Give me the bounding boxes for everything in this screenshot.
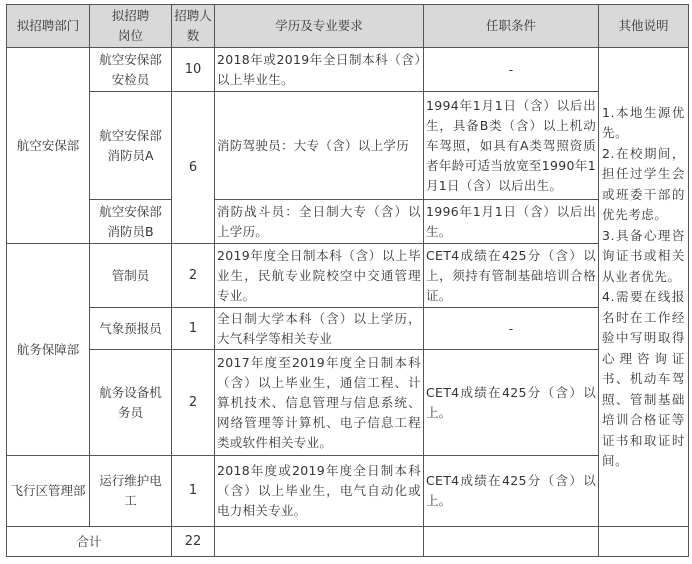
position-cell: 运行维护电 工 bbox=[90, 456, 172, 527]
header-notes: 其他说明 bbox=[599, 5, 689, 48]
count-cell: 6 bbox=[172, 92, 215, 244]
table-row bbox=[7, 456, 689, 527]
notes-cell: 1.本地生源优先。 2.在校期间，担任过学生会或班委干部的优先考虑。 3.具备心理咨询证书或相关从业者优先。 4.需要在线报名时在工作经验中写明取得心理咨询证书、机动车驾照、管制基础培训合格证等证书和取证时间。 bbox=[599, 48, 689, 527]
education-cell: 2018年度或2019年度全日制本科（含）以上毕业生，电气自动化或电力相关专业。 bbox=[215, 456, 424, 527]
table-row bbox=[7, 48, 689, 92]
dept-aviation-service: 航务保障部 bbox=[7, 244, 90, 456]
header-education: 学历及专业要求 bbox=[215, 5, 424, 48]
table-row bbox=[7, 244, 689, 308]
conditions-cell: - bbox=[424, 308, 599, 350]
conditions-cell: CET4成绩在425分（含）以上，须持有管制基础培训合格证。 bbox=[424, 244, 599, 308]
total-row bbox=[7, 527, 689, 557]
table-row bbox=[7, 350, 689, 456]
conditions-cell: CET4成绩在425分（含）以上。 bbox=[424, 456, 599, 527]
education-cell: 2018年或2019年全日制本科（含）以上毕业生。 bbox=[215, 48, 424, 92]
position-cell: 航空安保部 消防员B bbox=[90, 200, 172, 244]
header-dept: 拟招聘部门 bbox=[7, 5, 90, 48]
count-cell: 2 bbox=[172, 244, 215, 308]
total-value: 22 bbox=[172, 527, 215, 557]
education-cell: 消防战斗员：全日制大专（含）以上学历。 bbox=[215, 200, 424, 244]
count-cell: 1 bbox=[172, 456, 215, 527]
conditions-cell: 1994年1月1日（含）以后出生，具备B类（含）以上机动车驾照，如具有A类驾照资质者年龄可适当放宽至1990年1月1日（含）以后出生。 bbox=[424, 92, 599, 200]
position-cell: 管制员 bbox=[90, 244, 172, 308]
header-count: 招聘人 数 bbox=[172, 5, 215, 48]
education-cell: 全日制大学本科（含）以上学历，大气科学等相关专业 bbox=[215, 308, 424, 350]
total-empty-notes bbox=[599, 527, 689, 557]
dept-aviation-security: 航空安保部 bbox=[7, 48, 90, 244]
table-row bbox=[7, 200, 689, 244]
count-cell: 2 bbox=[172, 350, 215, 456]
header-conditions: 任职条件 bbox=[424, 5, 599, 48]
total-label: 合计 bbox=[7, 527, 172, 557]
count-cell: 10 bbox=[172, 48, 215, 92]
position-cell: 气象预报员 bbox=[90, 308, 172, 350]
position-cell: 航空安保部 消防员A bbox=[90, 92, 172, 200]
total-empty-education bbox=[215, 527, 424, 557]
position-cell: 航务设备机 务员 bbox=[90, 350, 172, 456]
conditions-cell: - bbox=[424, 48, 599, 92]
header-position: 拟招聘 岗位 bbox=[90, 5, 172, 48]
education-cell: 2017年度至2019年度全日制本科（含）以上毕业生，通信工程、计算机技术、信息管理与信息系统、网络管理等计算机、电子信息工程类或软件相关专业。 bbox=[215, 350, 424, 456]
education-cell: 2019年度全日制本科（含）以上毕业生，民航专业院校空中交通管理专业。 bbox=[215, 244, 424, 308]
education-cell: 消防驾驶员：大专（含）以上学历 bbox=[215, 92, 424, 200]
count-cell: 1 bbox=[172, 308, 215, 350]
recruitment-table bbox=[6, 4, 689, 557]
total-empty-conditions bbox=[424, 527, 599, 557]
header-row bbox=[7, 5, 689, 48]
conditions-cell: CET4成绩在425分（含）以上。 bbox=[424, 350, 599, 456]
dept-airfield: 飞行区管理部 bbox=[7, 456, 90, 527]
position-cell: 航空安保部 安检员 bbox=[90, 48, 172, 92]
table-row bbox=[7, 308, 689, 350]
conditions-cell: 1996年1月1日（含）以后出生。 bbox=[424, 200, 599, 244]
table-row bbox=[7, 92, 689, 200]
